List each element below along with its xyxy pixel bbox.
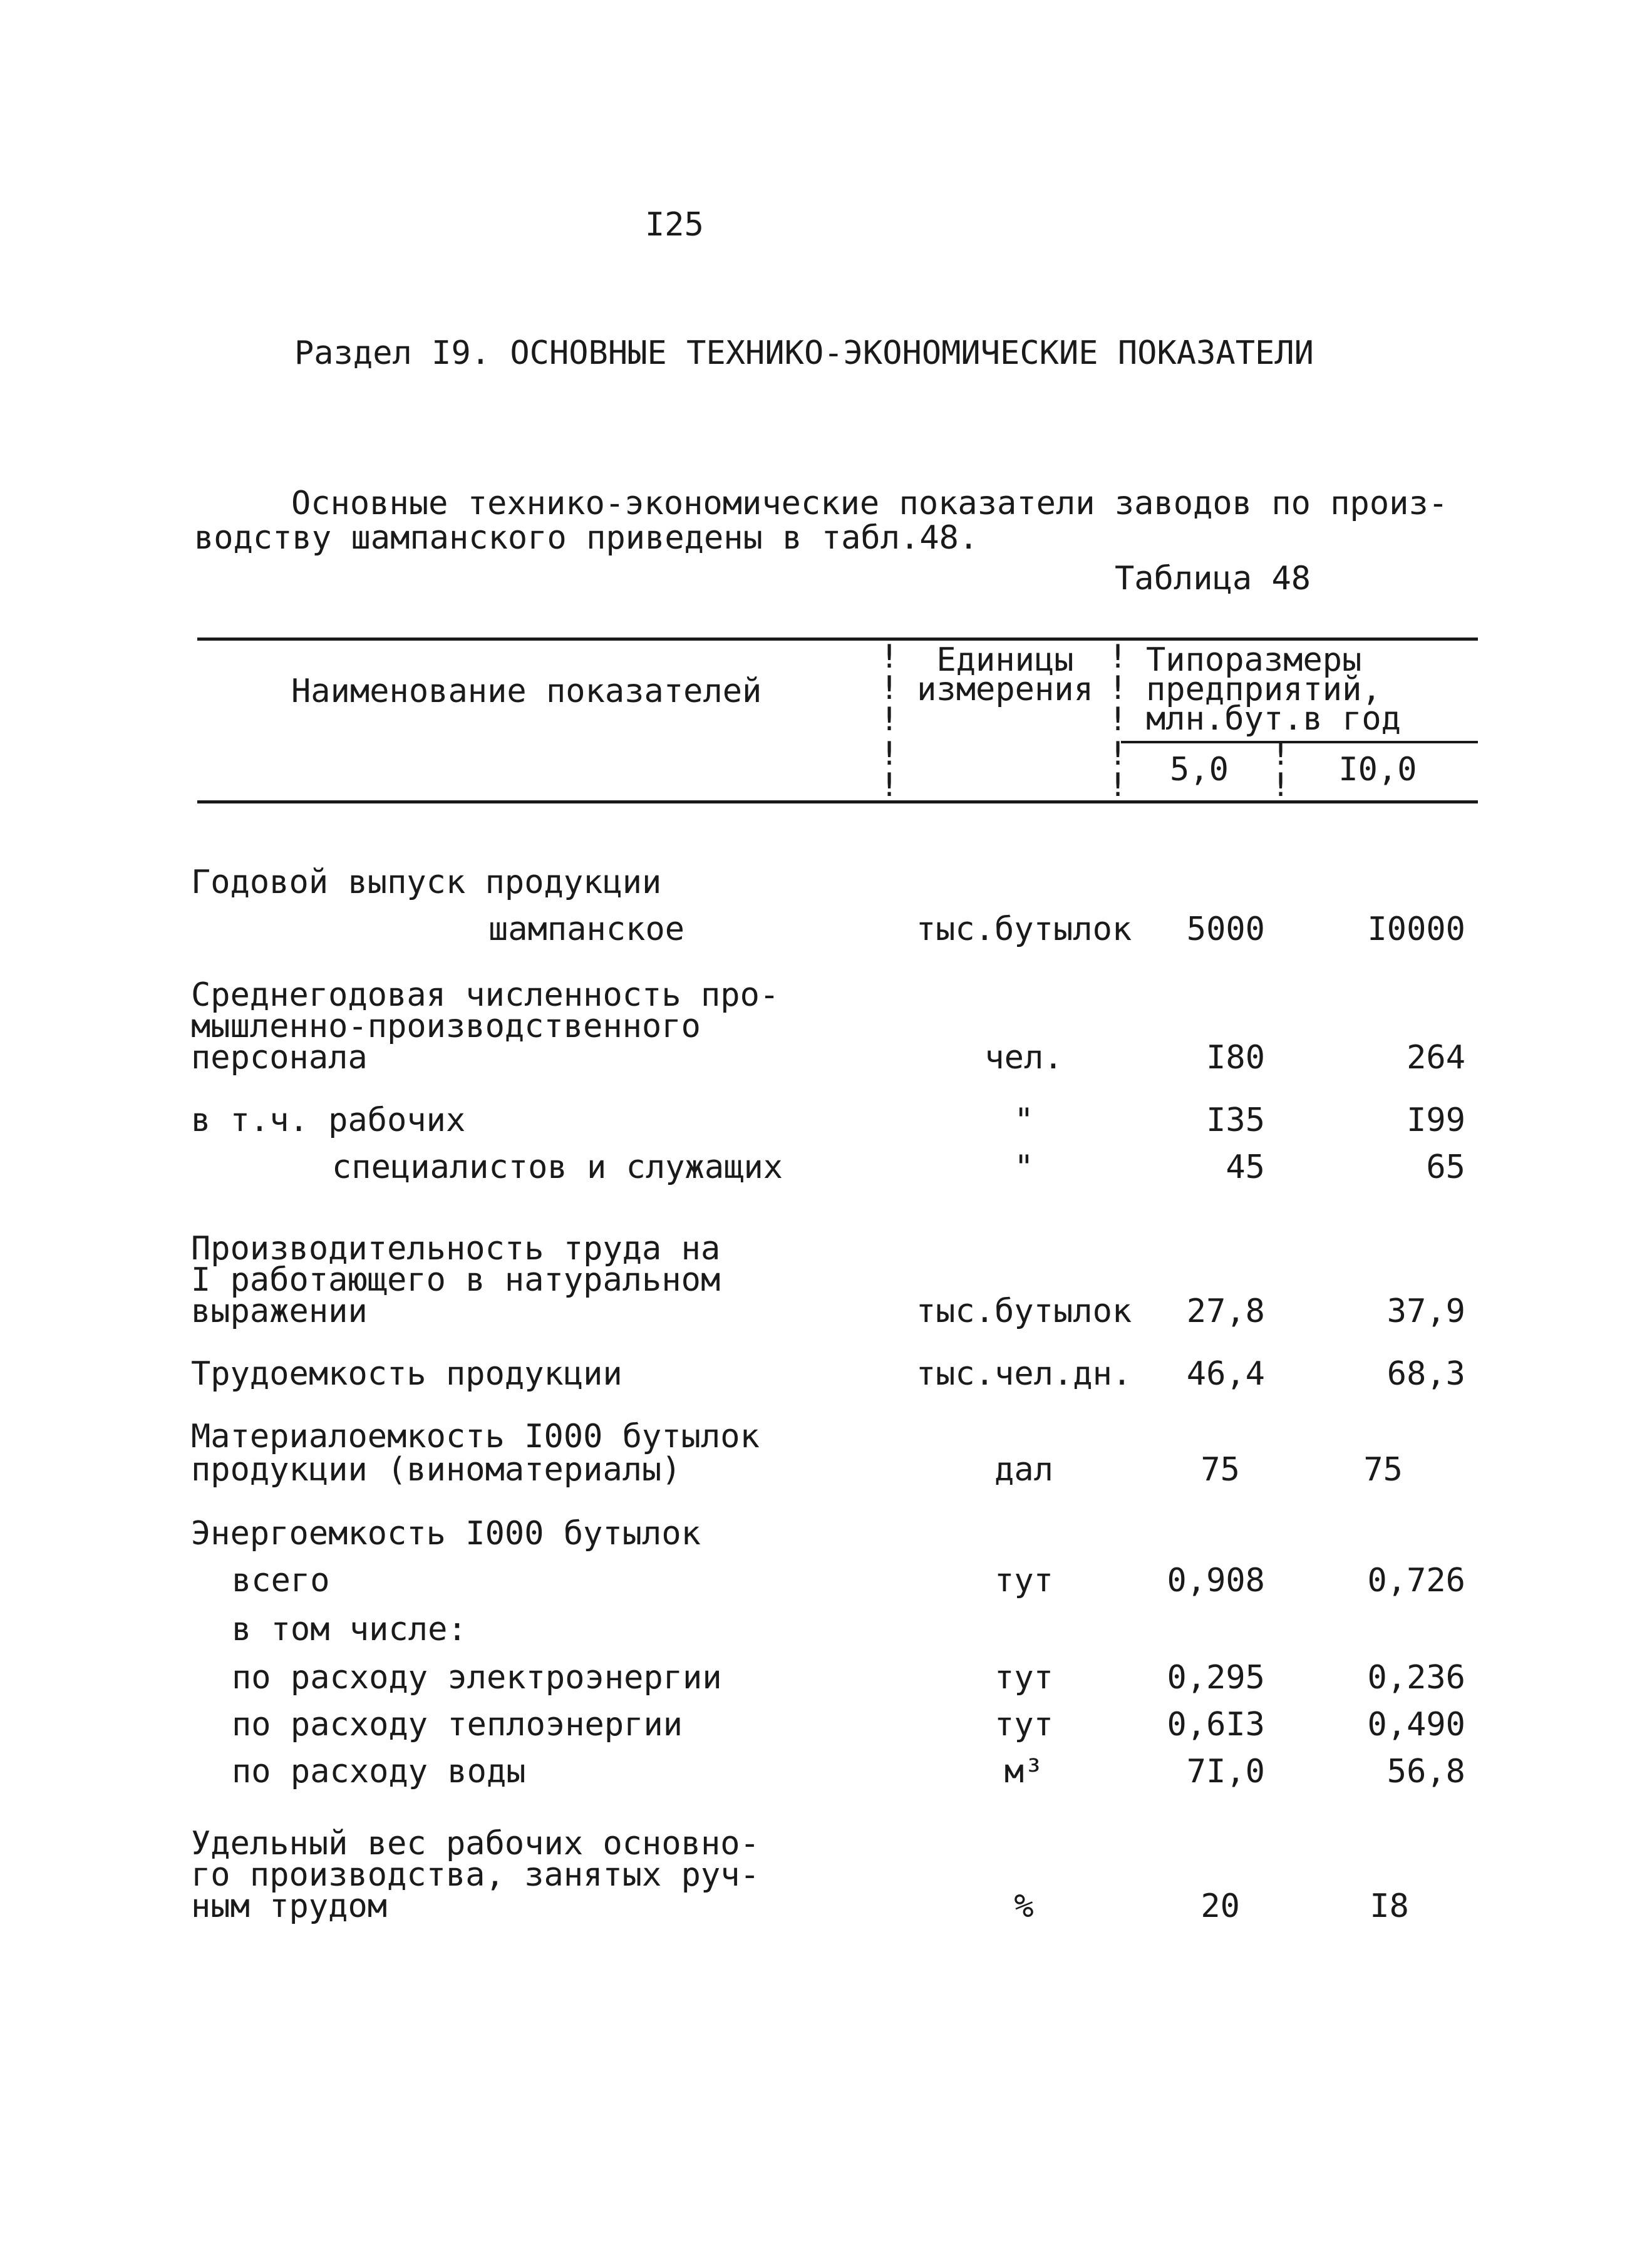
row-name: ным трудом [191, 1887, 388, 1925]
row-name: Годовой выпуск продукции [191, 864, 662, 901]
row-name: Материалоемкость I000 бутылок [191, 1418, 760, 1455]
row-value-10: 0,236 [1367, 1659, 1465, 1696]
row-name: по расходу теплоэнергии [232, 1706, 683, 1743]
row-name: Энергоемкость I000 бутылок [191, 1515, 701, 1552]
row-unit: тыс.бутылок [916, 911, 1132, 948]
header-size-5: 5,0 [1170, 751, 1229, 788]
row-value-5: 27,8 [1186, 1293, 1265, 1330]
row-name: I работающего в натуральном [191, 1261, 721, 1299]
row-name: мышленно-производственного [191, 1008, 701, 1045]
header-size-column-line3: млн.бут.в год [1146, 700, 1401, 738]
row-value-5: 5000 [1186, 911, 1265, 948]
row-name: шампанское [488, 911, 685, 948]
row-value-10: 65 [1426, 1149, 1465, 1186]
row-value-10: 0,726 [1367, 1562, 1465, 1599]
row-unit: тыс.чел.дн. [916, 1355, 1132, 1393]
header-size-column-line1: Типоразмеры [1146, 641, 1362, 679]
row-name: персонала [191, 1039, 368, 1077]
row-unit: % [1014, 1887, 1034, 1925]
row-unit: тут [994, 1706, 1053, 1743]
row-unit: чел. [984, 1039, 1063, 1077]
row-value-5: 75 [1200, 1451, 1240, 1489]
header-unit-column-line1: Единицы [936, 641, 1074, 679]
row-value-10: 37,9 [1386, 1293, 1465, 1330]
row-name: Производительность труда на [191, 1230, 721, 1268]
row-unit: тут [994, 1562, 1053, 1599]
row-name: го производства, занятых руч- [191, 1856, 760, 1894]
row-value-5: 0,295 [1167, 1659, 1265, 1696]
header-unit-column-line2: измерения [917, 671, 1093, 708]
row-value-10: I8 [1370, 1887, 1409, 1925]
row-value-5: 45 [1226, 1149, 1265, 1186]
row-value-5: I80 [1206, 1039, 1265, 1077]
header-size-column-line2: предприятий, [1146, 671, 1381, 708]
row-name: специалистов и служащих [332, 1149, 783, 1186]
row-name: в том числе: [232, 1611, 467, 1648]
row-value-10: 56,8 [1386, 1753, 1465, 1790]
header-name-column: Наименование показателей [291, 673, 762, 710]
row-value-10: I0000 [1367, 911, 1465, 948]
row-value-10: 0,490 [1367, 1706, 1465, 1743]
row-name: Трудоемкость продукции [191, 1355, 622, 1393]
intro-paragraph-line1: Основные технико-экономические показатели заводов по произ- [291, 485, 1448, 522]
row-name: продукции (виноматериалы) [191, 1451, 681, 1489]
row-value-10: 264 [1407, 1039, 1465, 1077]
row-unit: м³ [1004, 1753, 1044, 1790]
row-name: выражении [191, 1293, 368, 1330]
row-value-5: 20 [1200, 1887, 1240, 1925]
document-page: I25 Раздел I9. ОСНОВНЫЕ ТЕХНИКО-ЭКОНОМИЧЕСКИЕ ПОКАЗАТЕЛИ Основные технико-экономические показатели заводов по произ- водству шампанского приведены в табл.48. Таблица 48 ! ! ! ! ! ! ! ! ! ! ! ! Наименование показателей Единицы измерения Типоразмеры предприятий, млн.бут.в год 5,0 I0,0 Годовой выпуск продукции шампанское тыс.бутылок 5000 I0000 Среднегодовая численность про- мышленно-производственного персонала чел. I80 264 в т.ч. рабочих " I35 I99 специалистов и служащих " 45 65 Производительность труда на I работающего в натуральном выражении тыс.бутылок 27,8 37,9 Трудоемкость продукции тыс.чел.дн. 46,4 68,3 Материалоемкость I000 бутылок продукции (виноматериалы) дал 75 75 Энергоемкость I000 бутылок всего тут 0,908 0,726 в том числе: по расходу электроэнергии тут 0,295 0,236 по расходу теплоэнергии тут 0,6I3 0,490 по расходу воды м³ 7I,0 56,8 Удельный вес рабочих основно- го производства, занятых руч- ным трудом % 20 I8 [0, 0, 1652, 2267]
row-unit: " [1014, 1149, 1034, 1186]
size-subheader-rule [1121, 741, 1478, 743]
section-title: Раздел I9. ОСНОВНЫЕ ТЕХНИКО-ЭКОНОМИЧЕСКИЕ ПОКАЗАТЕЛИ [294, 334, 1314, 372]
header-size-10: I0,0 [1338, 751, 1417, 788]
row-name: всего [232, 1562, 330, 1599]
row-value-5: I35 [1206, 1102, 1265, 1139]
row-unit: дал [994, 1451, 1053, 1489]
row-name: по расходу электроэнергии [232, 1659, 722, 1696]
intro-paragraph-line2: водству шампанского приведены в табл.48. [194, 519, 979, 557]
row-name: в т.ч. рабочих [191, 1102, 466, 1139]
row-unit: тут [994, 1659, 1053, 1696]
row-name: Удельный вес рабочих основно- [191, 1825, 760, 1862]
row-unit: тыс.бутылок [916, 1293, 1132, 1330]
row-value-5: 0,908 [1167, 1562, 1265, 1599]
table-top-rule [197, 638, 1478, 641]
row-value-5: 0,6I3 [1167, 1706, 1265, 1743]
table-caption: Таблица 48 [1115, 560, 1311, 597]
page-number: I25 [645, 206, 704, 244]
row-value-5: 46,4 [1186, 1355, 1265, 1393]
row-value-5: 7I,0 [1186, 1753, 1265, 1790]
row-value-10: I99 [1407, 1102, 1465, 1139]
row-value-10: 75 [1363, 1451, 1403, 1489]
row-unit: " [1014, 1102, 1034, 1139]
row-name: Среднегодовая численность про- [191, 976, 780, 1014]
row-name: по расходу воды [232, 1753, 526, 1790]
row-value-10: 68,3 [1386, 1355, 1465, 1393]
